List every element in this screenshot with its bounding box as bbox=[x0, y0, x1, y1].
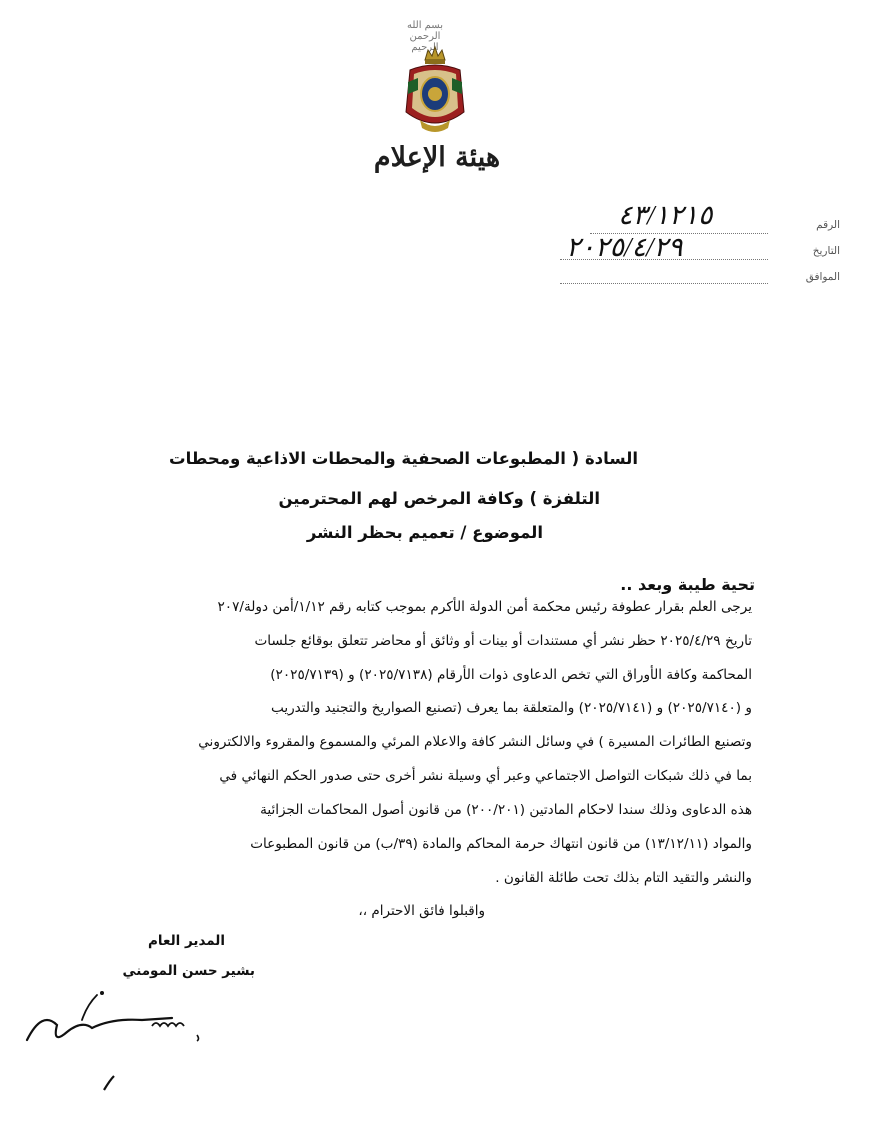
closing-line: واقبلوا فائق الاحترام ،، bbox=[358, 903, 485, 919]
body-line: وتصنيع الطائرات المسيرة ) في وسائل النشر كافة والاعلام المرئي والمسموع والمقروء والالكتروني bbox=[198, 734, 752, 750]
basmala-text: بسم الله الرحمن الرحيم bbox=[406, 20, 444, 53]
authority-name: هيئة الإعلام bbox=[373, 142, 501, 173]
reference-corresponding-label: الموافق bbox=[805, 271, 840, 283]
reference-labels bbox=[770, 212, 840, 290]
coat-of-arms-emblem bbox=[400, 42, 470, 137]
subject-line: الموضوع / تعميم بحظر النشر bbox=[306, 523, 543, 542]
reference-date-label: التاريخ bbox=[812, 245, 840, 257]
body-line: المحاكمة وكافة الأوراق التي تخص الدعاوى ذوات الأرقام (٢٠٢٥/٧١٣٨) و (٢٠٢٥/٧١٣٩) bbox=[270, 667, 752, 683]
reference-number-value: ٤٣/١٢١٥ bbox=[618, 200, 713, 230]
greeting: تحية طيبة وبعد .. bbox=[620, 575, 755, 594]
reference-corresponding-line bbox=[560, 283, 768, 284]
body-line: والنشر والتقيد التام بذلك تحت طائلة القانون . bbox=[495, 870, 752, 886]
body-line: و (٢٠٢٥/٧١٤٠) و (٢٠٢٥/٧١٤١) والمتعلقة بما يعرف (تصنيع الصواريخ والتجنيد والتدريب bbox=[270, 700, 752, 716]
signatory-title: المدير العام bbox=[148, 933, 225, 949]
handwritten-signature bbox=[22, 990, 222, 1110]
reference-number-label: الرقم bbox=[816, 219, 840, 231]
body-line: بما في ذلك شبكات التواصل الاجتماعي وعبر أي وسيلة نشر أخرى حتى صدور الحكم النهائي في bbox=[219, 768, 752, 784]
reference-date-value: ٢٠٢٥/٤/٢٩ bbox=[566, 232, 683, 262]
body-line: تاريخ ٢٠٢٥/٤/٢٩ حظر نشر أي مستندات أو بينات أو وثائق أو محاضر تتعلق بوقائع جلسات bbox=[254, 633, 752, 649]
addressee-line-1: السادة ( المطبوعات الصحفية والمحطات الاذاعية ومحطات bbox=[169, 449, 638, 468]
body-line: يرجى العلم بقرار عطوفة رئيس محكمة أمن الدولة الأكرم بموجب كتابه رقم ١/١٢/أمن دولة/٢٠٧ bbox=[217, 599, 752, 615]
body-line: هذه الدعاوى وذلك سندا لاحكام المادتين (٢٠٠/٢٠١) من قانون أصول المحاكمات الجزائية bbox=[260, 802, 752, 818]
addressee-line-2: التلفزة ) وكافة المرخص لهم المحترمين bbox=[278, 489, 600, 508]
signatory-name: بشير حسن المومني bbox=[122, 963, 255, 979]
body-line: والمواد (١٣/١٢/١١) من قانون انتهاك حرمة المحاكم والمادة (٣٩/ب) من قانون المطبوعات bbox=[250, 836, 752, 852]
